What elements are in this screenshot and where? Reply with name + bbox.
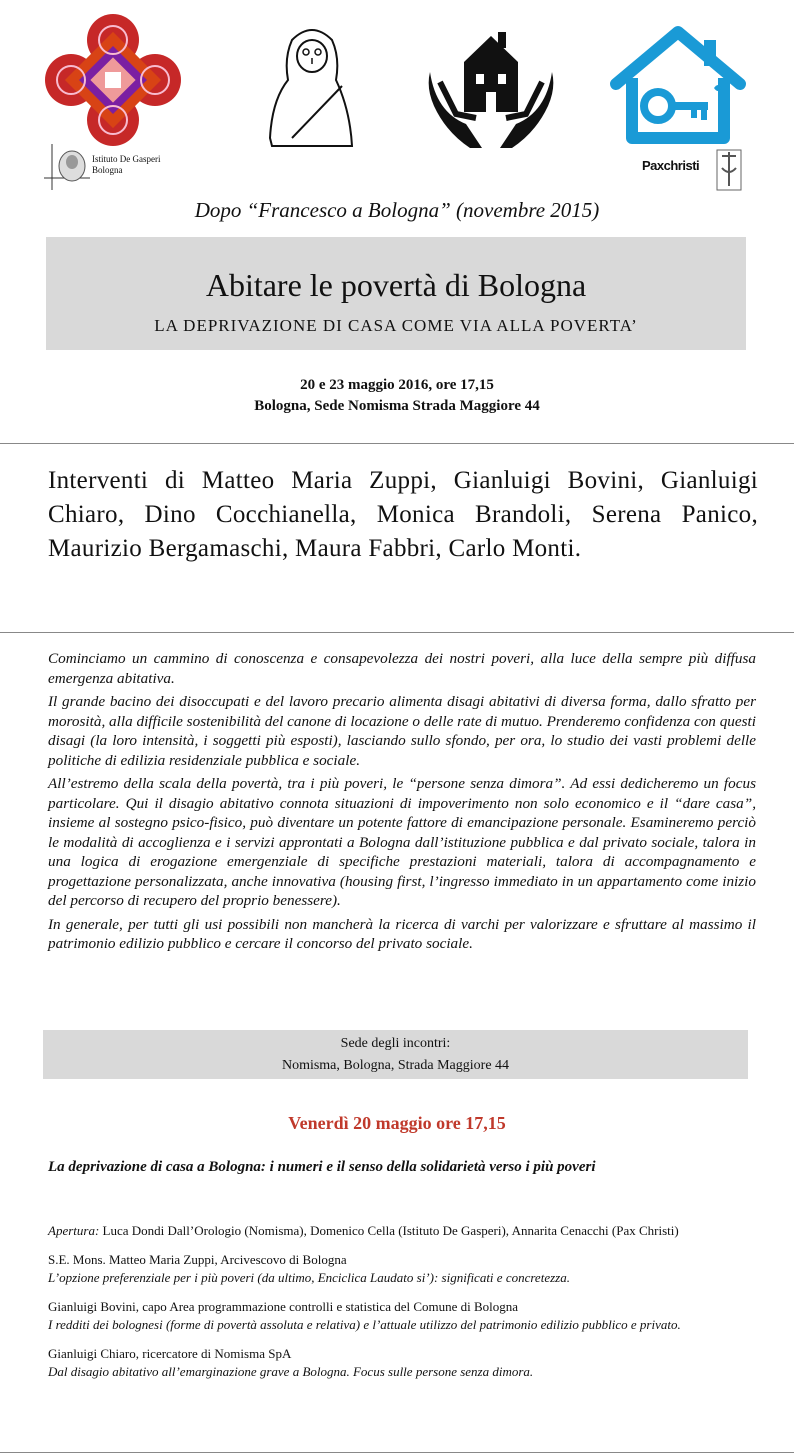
program-talk	[48, 1298, 748, 1334]
paxchristi-logo	[642, 158, 699, 173]
page-subtitle: LA DEPRIVAZIONE DI CASA COME VIA ALLA POVERTA’	[154, 316, 638, 335]
house-key-icon	[608, 26, 748, 144]
logo-row	[0, 0, 794, 200]
preheading: Dopo “Francesco a Bologna” (novembre 2015)	[194, 198, 600, 222]
event-dates	[0, 375, 794, 417]
talk-speaker: Gianluigi Chiaro, ricercatore di Nomisma SpA	[48, 1346, 292, 1361]
program-opening	[48, 1222, 748, 1240]
intro-paragraph: Il grande bacino dei disoccupati e del lavoro precario alimenta disagi abitativi di diversa forma, dallo sfratto per morosità, alla difficile sostenibilità del canone di locazione o delle rate di mutuo. Prenderemo confidenza con questi disagi (la loro intensità, i soggetti più esposti), lasciando sullo sfondo, per ora, lo studio dei vasti problemi delle politiche di edilizia residenziale pubblica e sociale.	[48, 693, 756, 769]
title-box	[46, 237, 746, 350]
paxchristi-emblem-icon	[716, 148, 742, 192]
talk-topic: I redditi dei bolognesi (forme di povertà assoluta e relativa) e l’attuale utilizzo del patrimonio edilizio pubblico e privato.	[48, 1317, 681, 1332]
divider	[0, 1452, 794, 1453]
venue-label: Sede degli incontri:	[340, 1036, 451, 1051]
page-title: Abitare le povertà di Bologna	[205, 267, 587, 303]
session-title: La deprivazione di casa a Bologna: i numeri e il senso della solidarietà verso i più poveri	[48, 1159, 596, 1175]
divider	[0, 632, 794, 633]
talk-topic: Dal disagio abitativo all’emarginazione grave a Bologna. Focus sulle persone senza dimora.	[48, 1364, 534, 1379]
degasperi-name: Istituto De Gasperi	[92, 154, 161, 164]
house-in-hands-icon	[426, 22, 556, 150]
speakers-list: Interventi di Matteo Maria Zuppi, Gianluigi Bovini, Gianluigi Chiaro, Dino Cocchianella, Monica Brandoli, Serena Panico, Maurizio Bergamaschi, Maura Fabbri, Carlo Monti.	[48, 467, 758, 562]
degasperi-cross-logo	[44, 14, 182, 146]
intro-paragraph: All’estremo della scala della povertà, tra i più poveri, le “persone senza dimora”. Ad essi dedicheremo un focus particolare. Qui il disagio abitativo connota situazioni di impoverimento non solo economico e il “dare casa”, insieme al sostegno psico-fisico, può diventare un potente fattore di emancipazione personale. Esamineremo perciò le modalità di accoglienza e i servizi approntati a Bologna dall’istituzione pubblica e dal privato sociale, talora in una logica di erogazione emergenziale di specifiche prestazioni materiali, talora di accompagnamento e progettazione personalizzata, anche innovativa (housing first, l’ingresso immediato in un appartamento come inizio del percorso di recupero del proprio benessere).	[48, 775, 756, 909]
opening-text: Luca Dondi Dall’Orologio (Nomisma), Domenico Cella (Istituto De Gasperi), Annarita Cenacchi (Pax Christi)	[99, 1223, 679, 1238]
talk-speaker: S.E. Mons. Matteo Maria Zuppi, Arcivescovo di Bologna	[48, 1252, 347, 1267]
degasperi-city: Bologna	[92, 165, 123, 175]
divider	[0, 443, 794, 444]
opening-label: Apertura:	[48, 1223, 100, 1238]
figure-sketch-icon	[262, 20, 362, 150]
talk-topic: L’opzione preferenziale per i più poveri (da ultimo, Enciclica Laudato si’): significati e concretezza.	[48, 1270, 570, 1285]
venue-address: Nomisma, Bologna, Strada Maggiore 44	[281, 1058, 510, 1073]
program-list	[48, 1222, 748, 1392]
talk-speaker: Gianluigi Bovini, capo Area programmazione controlli e statistica del Comune di Bologna	[48, 1299, 519, 1314]
paxchristi-text: Paxchristi	[642, 158, 700, 173]
intro-text	[48, 649, 756, 958]
session-day: Venerdì 20 maggio ore 17,15	[288, 1113, 506, 1133]
event-location-line: Bologna, Sede Nomisma Strada Maggiore 44	[254, 398, 540, 414]
intro-paragraph: Cominciamo un cammino di conoscenza e consapevolezza dei nostri poveri, alla luce della sempre più diffusa emergenza abitativa.	[48, 650, 756, 687]
program-talk	[48, 1251, 748, 1287]
event-date-line: 20 e 23 maggio 2016, ore 17,15	[300, 377, 494, 393]
intro-paragraph: In generale, per tutti gli usi possibili non mancherà la ricerca di varchi per valorizzare e sfruttare al massimo il patrimonio edilizio pubblico e cercare il concorso del privato sociale.	[48, 915, 756, 952]
degasperi-label	[92, 154, 160, 176]
degasperi-portrait-icon	[44, 144, 90, 190]
program-talk	[48, 1345, 748, 1381]
venue-box	[43, 1030, 748, 1079]
